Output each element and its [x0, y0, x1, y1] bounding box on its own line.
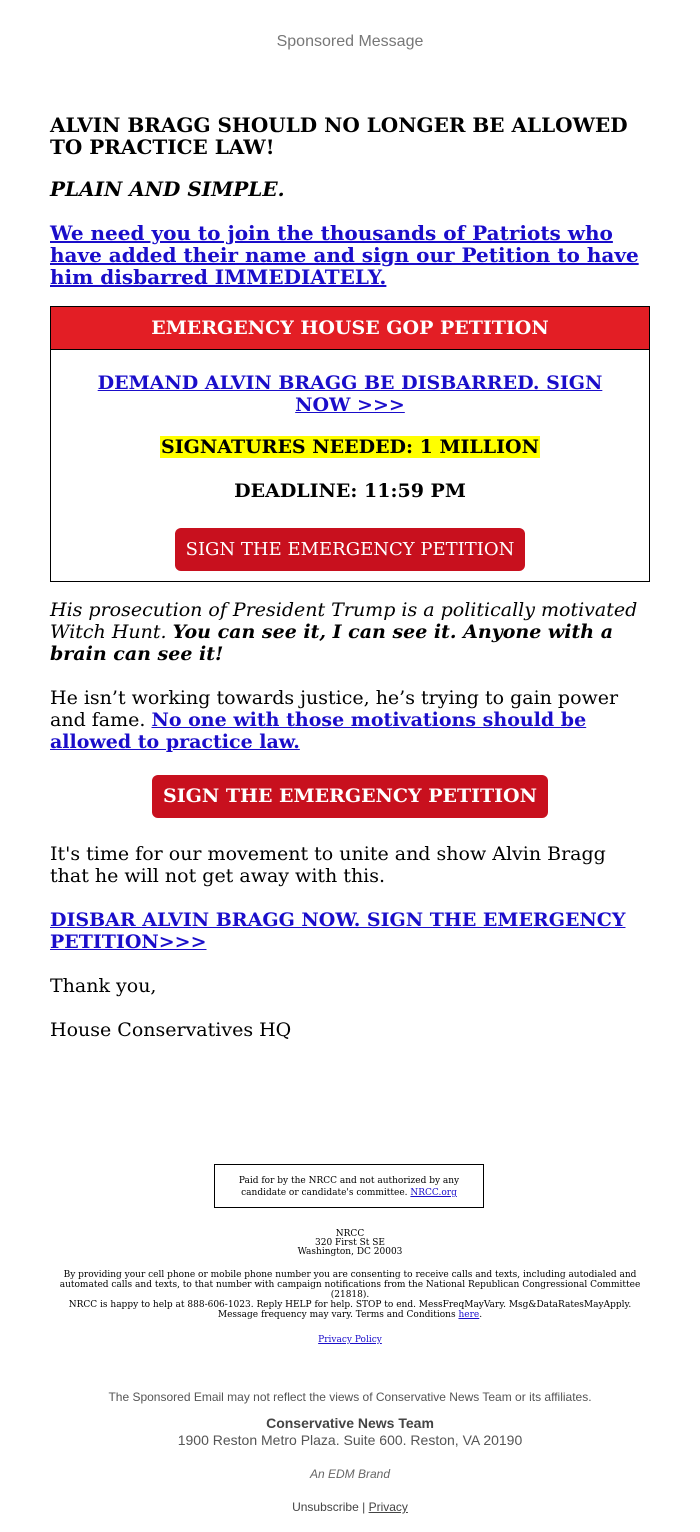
paragraph-justice	[50, 687, 650, 753]
separator: |	[362, 1500, 366, 1514]
disbar-now-link[interactable]: DISBAR ALVIN BRAGG NOW. SIGN THE EMERGENCY PETITION>>>	[50, 909, 626, 953]
sign-petition-big-button[interactable]: SIGN THE EMERGENCY PETITION	[152, 775, 548, 818]
city: Washington, DC 20003	[297, 1247, 403, 1257]
nrcc-address	[0, 1230, 700, 1257]
brand-name: Conservative News Team	[266, 1415, 434, 1431]
big-button-wrap	[50, 775, 650, 818]
privacy-policy-link[interactable]: Privacy Policy	[318, 1335, 382, 1345]
paragraph-italic: His prosecution of President Trump is a politically motivated Witch Hunt.	[50, 599, 638, 643]
signoff: House Conservatives HQ	[50, 1019, 292, 1041]
edm-brand: An EDM Brand	[309, 1467, 391, 1481]
paragraph-unite: It's time for our movement to unite and show Alvin Bragg that he will not get away with this.	[50, 843, 606, 887]
petition-header: EMERGENCY HOUSE GOP PETITION	[51, 307, 649, 350]
privacy-policy-wrap	[50, 1335, 650, 1345]
lead-petition-link[interactable]: We need you to join the thousands of Patriots who have added their name and sign our Petition to have him disbarred IMMEDIATELY.	[50, 221, 639, 289]
headline: ALVIN BRAGG SHOULD NO LONGER BE ALLOWED TO PRACTICE LAW!	[50, 113, 628, 159]
paid-for-text: Paid for by the NRCC and not authorized by any candidate or candidate's committee.	[238, 1176, 460, 1198]
bottom-links	[0, 1500, 700, 1514]
demand-disbar-link[interactable]: DEMAND ALVIN BRAGG BE DISBARRED. SIGN NOW >>>	[97, 372, 603, 416]
consent-text: By providing your cell phone or mobile phone number you are consenting to receive calls and texts, including autodialed and automated calls and texts, to that number with campaign notifications from the National Republican Congressional Committee (21818).	[59, 1270, 641, 1300]
motivations-link[interactable]: No one with those motivations should be allowed to practice law.	[50, 709, 587, 753]
paid-for-box	[214, 1164, 484, 1208]
petition-box	[50, 306, 650, 582]
unsubscribe-text[interactable]: Unsubscribe	[292, 1500, 359, 1514]
street: 320 First St SE	[315, 1238, 385, 1248]
nrcc-org-link[interactable]: NRCC.org	[410, 1188, 457, 1198]
petition-body	[51, 350, 649, 581]
paragraph-text: He isn’t working towards justice, he’s trying to gain power and fame.	[50, 687, 619, 731]
terms-here-link[interactable]: here	[458, 1310, 480, 1320]
sponsor-disclaimer: The Sponsored Email may not reflect the views of Conservative News Team or its affiliates.	[108, 1390, 592, 1404]
email-body	[50, 114, 650, 1063]
help-text: NRCC is happy to help at 888-606-1023. Reply HELP for help. STOP to end. MessFreqMayVary. Msg&DataRatesMayApply. Message frequency may vary. Terms and Conditions here.	[68, 1300, 632, 1320]
sign-petition-button[interactable]: SIGN THE EMERGENCY PETITION	[175, 528, 526, 571]
org-name: NRCC	[335, 1229, 365, 1239]
subhead: PLAIN AND SIMPLE.	[50, 177, 285, 201]
brand-address: 1900 Reston Metro Plaza. Suite 600. Reston, VA 20190	[177, 1432, 523, 1448]
paragraph-witch-hunt	[50, 599, 650, 665]
thanks: Thank you,	[50, 975, 157, 997]
signatures-needed: SIGNATURES NEEDED: 1 MILLION	[161, 436, 539, 458]
sponsored-label: Sponsored Message	[276, 33, 424, 50]
deadline: DEADLINE: 11:59 PM	[234, 480, 466, 502]
paragraph-bold-italic: You can see it, I can see it. Anyone with a brain can see it!	[50, 621, 614, 665]
help-message: NRCC is happy to help at 888-606-1023. Reply HELP for help. STOP to end. MessFreqMayVary. Msg&DataRatesMayApply. Message frequency may vary. Terms and Conditions	[68, 1300, 632, 1320]
privacy-link[interactable]: Privacy	[368, 1500, 408, 1514]
